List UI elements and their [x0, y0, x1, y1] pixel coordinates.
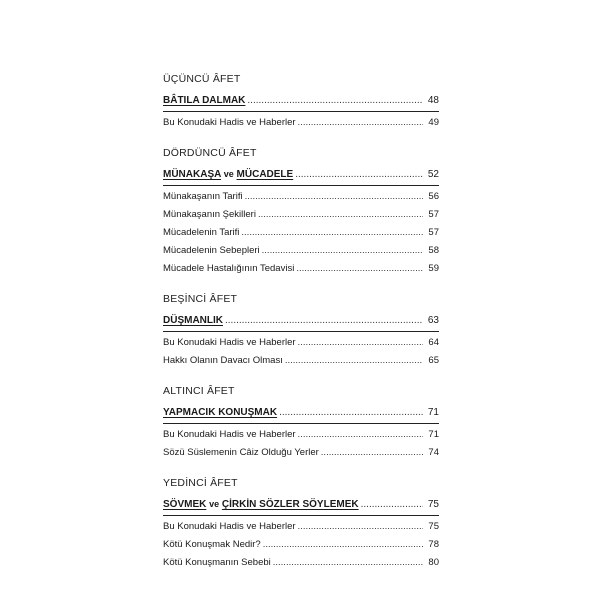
toc-main-entry[interactable]	[163, 312, 439, 330]
toc-entry[interactable]	[163, 518, 439, 536]
toc-section-ucuncu-afet	[163, 72, 439, 132]
dot-leader	[241, 224, 423, 242]
entry-label: Bu Konudaki Hadis ve Haberler	[163, 429, 296, 440]
page-number: 58	[428, 245, 439, 256]
dot-leader	[225, 312, 423, 330]
entry-label: Mücadelenin Sebepleri	[163, 245, 260, 256]
main-entry-label: YAPMACIK KONUŞMAK	[163, 407, 278, 418]
main-entry-label: SÖVMEK ve ÇİRKİN SÖZLER SÖYLEMEK	[163, 499, 359, 510]
dot-leader	[245, 188, 423, 206]
toc-main-entry[interactable]	[163, 166, 439, 184]
toc-entry[interactable]	[163, 114, 439, 132]
dot-leader	[361, 496, 423, 514]
page-number: 64	[428, 337, 439, 348]
dot-leader	[258, 206, 423, 224]
section-heading: ALTINCI ÂFET	[163, 385, 235, 397]
main-entry-label: DÜŞMANLIK	[163, 315, 223, 326]
divider	[163, 331, 439, 332]
toc-entry[interactable]	[163, 260, 439, 278]
entry-label: Bu Konudaki Hadis ve Haberler	[163, 521, 296, 532]
page-number: 78	[428, 539, 439, 550]
page-number: 80	[428, 557, 439, 568]
dot-leader	[263, 536, 423, 554]
toc-entry[interactable]	[163, 426, 439, 444]
divider	[163, 111, 439, 112]
toc-entry[interactable]	[163, 444, 439, 462]
section-heading: BEŞİNCİ ÂFET	[163, 293, 238, 305]
page-number: 56	[428, 191, 439, 202]
toc-entry[interactable]	[163, 554, 439, 572]
section-heading: ÜÇÜNCÜ ÂFET	[163, 73, 241, 85]
page-number: 71	[428, 429, 439, 440]
dot-leader	[298, 426, 423, 444]
toc-entry[interactable]	[163, 206, 439, 224]
dot-leader	[321, 444, 423, 462]
page-number: 65	[428, 355, 439, 366]
toc-main-entry[interactable]	[163, 92, 439, 110]
page-number: 48	[427, 95, 439, 106]
page-number: 71	[427, 407, 439, 418]
page-number: 63	[427, 315, 439, 326]
page-number: 57	[428, 227, 439, 238]
entry-label: Bu Konudaki Hadis ve Haberler	[163, 117, 296, 128]
entry-label: Münakaşanın Şekilleri	[163, 209, 256, 220]
dot-leader	[279, 404, 423, 422]
toc-entry[interactable]	[163, 536, 439, 554]
toc-entry[interactable]	[163, 352, 439, 370]
entry-label: Hakkı Olanın Davacı Olması	[163, 355, 283, 366]
dot-leader	[247, 92, 423, 110]
entry-label: Kötü Konuşmanın Sebebi	[163, 557, 271, 568]
entry-label: Bu Konudaki Hadis ve Haberler	[163, 337, 296, 348]
dot-leader	[296, 260, 423, 278]
dot-leader	[285, 352, 423, 370]
entry-label: Mücadelenin Tarifi	[163, 227, 240, 238]
section-heading: DÖRDÜNCÜ ÂFET	[163, 147, 257, 159]
dot-leader	[298, 518, 423, 536]
toc-section-altinci-afet	[163, 384, 439, 462]
toc-entry[interactable]	[163, 334, 439, 352]
main-entry-label: MÜNAKAŞA ve MÜCADELE	[163, 169, 294, 180]
toc-entry[interactable]	[163, 188, 439, 206]
page-number: 75	[428, 521, 439, 532]
page-number: 75	[427, 499, 439, 510]
dot-leader	[298, 114, 423, 132]
dot-leader	[295, 166, 423, 184]
table-of-contents	[163, 72, 439, 586]
page-number: 59	[428, 263, 439, 274]
dot-leader	[273, 554, 423, 572]
main-entry-label: BÂTILA DALMAK	[163, 95, 246, 106]
toc-entry[interactable]	[163, 242, 439, 260]
entry-label: Münakaşanın Tarifi	[163, 191, 243, 202]
dot-leader	[298, 334, 423, 352]
entry-label: Sözü Süslemenin Câiz Olduğu Yerler	[163, 447, 319, 458]
divider	[163, 515, 439, 516]
toc-section-dorduncu-afet	[163, 146, 439, 278]
toc-entry[interactable]	[163, 224, 439, 242]
divider	[163, 423, 439, 424]
toc-main-entry[interactable]	[163, 496, 439, 514]
page-number: 74	[428, 447, 439, 458]
entry-label: Kötü Konuşmak Nedir?	[163, 539, 261, 550]
page-number: 57	[428, 209, 439, 220]
toc-section-besinci-afet	[163, 292, 439, 370]
section-heading: YEDİNCİ ÂFET	[163, 477, 238, 489]
divider	[163, 185, 439, 186]
toc-section-yedinci-afet	[163, 476, 439, 572]
dot-leader	[262, 242, 423, 260]
page-number: 49	[428, 117, 439, 128]
entry-label: Mücadele Hastalığının Tedavisi	[163, 263, 295, 274]
page-number: 52	[427, 169, 439, 180]
toc-main-entry[interactable]	[163, 404, 439, 422]
